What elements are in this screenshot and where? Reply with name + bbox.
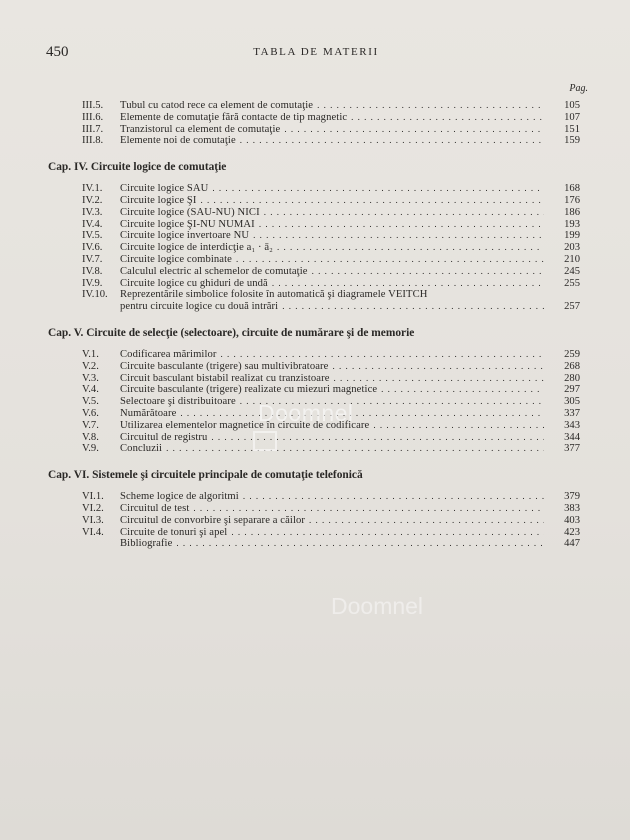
toc-section [46,467,580,550]
entry-title [120,266,544,278]
entry-number: IV.6. [82,242,103,254]
entry-number: V.7. [82,419,99,431]
toc-entry [46,112,580,124]
entry-page: 447 [564,538,580,550]
entry-title-text: Elemente de comutaţie fără contacte de tip magnetic [120,111,348,123]
entry-number: V.3. [82,372,99,384]
toc-entry [46,373,580,385]
toc-entry [46,491,580,503]
page-number: 450 [46,44,69,60]
entry-number: III.7. [82,123,104,135]
entry-page: 403 [564,514,580,526]
toc-entry [46,230,580,242]
entry-title [120,289,544,301]
entry-number: V.1. [82,348,99,360]
entry-page: 305 [564,396,580,408]
toc-entry [46,503,580,515]
entry-number: IV.9. [82,277,103,289]
entry-page: 159 [564,135,580,147]
entry-page: 268 [564,360,580,372]
entry-number: V.9. [82,443,99,455]
chapter-heading: Cap. IV. Circuite logice de comutaţie [48,161,227,174]
toc-entry [46,443,580,455]
toc-entry [46,278,580,290]
toc-entry [46,207,580,219]
toc-entry [46,219,580,231]
entry-title-text: Tranzistorul ca element de comutaţie [120,123,281,135]
entry-number: III.6. [82,111,104,123]
entry-title-text: Circuite logice combinate [120,253,232,265]
entry-title-text: Reprezentările simbolice folosite în automatică şi diagramele VEITCH [120,289,428,301]
toc-section [46,159,580,313]
entry-title [120,112,544,124]
entry-page: 257 [564,301,580,313]
entry-page: 105 [564,100,580,111]
entry-number: VI.1. [82,491,104,503]
watermark-logo-icon [253,431,277,451]
entry-title [120,183,544,195]
entry-page: 151 [564,123,580,135]
toc-entry [46,183,580,195]
toc-entry [46,349,580,361]
entry-title-text: Scheme logice de algoritmi [120,491,239,503]
entry-title [120,384,544,396]
entry-title-text: Concluzii [120,443,163,455]
chapter-heading: Cap. V. Circuite de selecţie (selectoare), circuite de numărare şi de memorie [48,326,415,339]
entry-title-text: Numărătoare [120,407,177,419]
entry-title [120,207,544,219]
running-title: TABLA DE MATERII [253,46,379,58]
entry-number: IV.10. [82,289,108,301]
watermark-text: Doomnel [258,400,354,426]
entry-title-text: Circuitul de convorbire şi separare a căilor [120,514,306,526]
entry-title-text: Circuite basculante (trigere) realizate cu miezuri magnetice [120,384,378,396]
entry-title-text: Circuit basculant bistabil realizat cu tranzistoare [120,372,330,384]
page-column-heading: Pag. [569,83,588,94]
entry-page: 259 [564,348,580,360]
entry-title-text: Circuitul de registru [120,431,208,443]
entry-title [120,349,544,361]
entry-number: IV.5. [82,230,103,242]
entry-number: VI.4. [82,526,104,538]
entry-page: 199 [564,230,580,242]
entry-page: 203 [564,242,580,254]
entry-title [120,100,544,112]
entry-number: V.4. [82,384,99,396]
entry-page: 297 [564,384,580,396]
entry-title-text: Circuite logice (SAU-NU) NICI [120,206,260,218]
entry-page: 337 [564,407,580,419]
entry-page: 193 [564,218,580,230]
entry-title [120,219,544,231]
entry-number: IV.8. [82,265,103,277]
toc-entry [46,289,580,301]
entry-title-text: Calculul electric al schemelor de comutaţie [120,265,308,277]
entry-title [120,527,544,539]
entry-number: V.5. [82,396,99,408]
entry-title [120,538,544,550]
toc-entry [46,384,580,396]
entry-page: 280 [564,372,580,384]
entry-title [120,432,544,444]
entry-page: 210 [564,253,580,265]
entry-number: V.8. [82,431,99,443]
entry-page: 245 [564,265,580,277]
entry-page: 186 [564,206,580,218]
toc-entry [46,515,580,527]
entry-page: 379 [564,491,580,503]
entry-number: III.5. [82,100,104,111]
entry-number: III.8. [82,135,104,147]
toc-entry [46,301,580,313]
page-header [46,44,586,68]
entry-title-text: Utilizarea elementelor magnetice în circuite de codificare [120,419,370,431]
toc-entry [46,432,580,444]
entry-number: V.2. [82,360,99,372]
entry-title [120,373,544,385]
toc-entry [46,242,580,254]
entry-title [120,515,544,527]
entry-title [120,491,544,503]
entry-title-text: Circuite logice SAU [120,183,209,195]
entry-page: 423 [564,526,580,538]
entry-title [120,242,544,254]
entry-title-text: Circuite logice de interdicţie a₁ · ā₂ [120,242,273,254]
entry-page: 377 [564,443,580,455]
entry-number: VI.3. [82,514,104,526]
entry-title-text: Circuite logice ŞI [120,194,197,206]
entry-title-text: Bibliografie [120,538,173,550]
entry-number: IV.7. [82,253,103,265]
entry-title [120,443,544,455]
entry-title-text: Circuitul de test [120,502,190,514]
entry-title [120,361,544,373]
entry-title [120,135,544,147]
entry-title-text: Circuite logice ŞI-NU NUMAI [120,218,255,230]
entry-page: 107 [564,111,580,123]
entry-number: IV.1. [82,183,103,195]
toc-entry [46,135,580,147]
entry-title-text: Selectoare şi distribuitoare [120,396,236,408]
entry-title-text: Circuite de tonuri şi apel [120,526,228,538]
entry-page: 343 [564,419,580,431]
entry-page: 176 [564,194,580,206]
chapter-heading: Cap. VI. Sistemele şi circuitele principale de comutaţie telefonică [48,469,363,482]
entry-title [120,195,544,207]
entry-title [120,230,544,242]
toc-section [46,325,580,455]
entry-title [120,278,544,290]
toc-entry [46,361,580,373]
toc-section [46,100,580,147]
entry-title-text: pentru circuite logice cu două intrări [120,301,279,313]
entry-page: 383 [564,502,580,514]
entry-title [120,503,544,515]
entry-title-text: Tubul cu catod rece ca element de comutaţie [120,100,314,111]
entry-page: 168 [564,183,580,195]
toc-entry [46,527,580,539]
entry-title-text: Elemente noi de comutaţie [120,135,236,147]
toc-entry [46,538,580,550]
entry-page: 344 [564,431,580,443]
entry-title-text: Circuite basculante (trigere) sau multivibratoare [120,360,329,372]
entry-number: VI.2. [82,502,104,514]
toc-entry [46,124,580,136]
toc-entry [46,100,580,112]
entry-title-text: Codificarea mărimilor [120,348,217,360]
watermark-text-2: Doomnel [331,593,424,619]
entry-number: V.6. [82,407,99,419]
entry-title [120,254,544,266]
entry-number: IV.2. [82,194,103,206]
entry-title [120,124,544,136]
toc-entry [46,195,580,207]
entry-title-text: Circuite logice invertoare NU [120,230,250,242]
table-of-contents [46,100,580,550]
entry-number: IV.3. [82,206,103,218]
entry-number: IV.4. [82,218,103,230]
entry-page: 255 [564,277,580,289]
entry-title-text: Circuite logice cu ghiduri de undă [120,277,268,289]
entry-title [120,301,544,313]
toc-entry [46,266,580,278]
toc-entry [46,254,580,266]
